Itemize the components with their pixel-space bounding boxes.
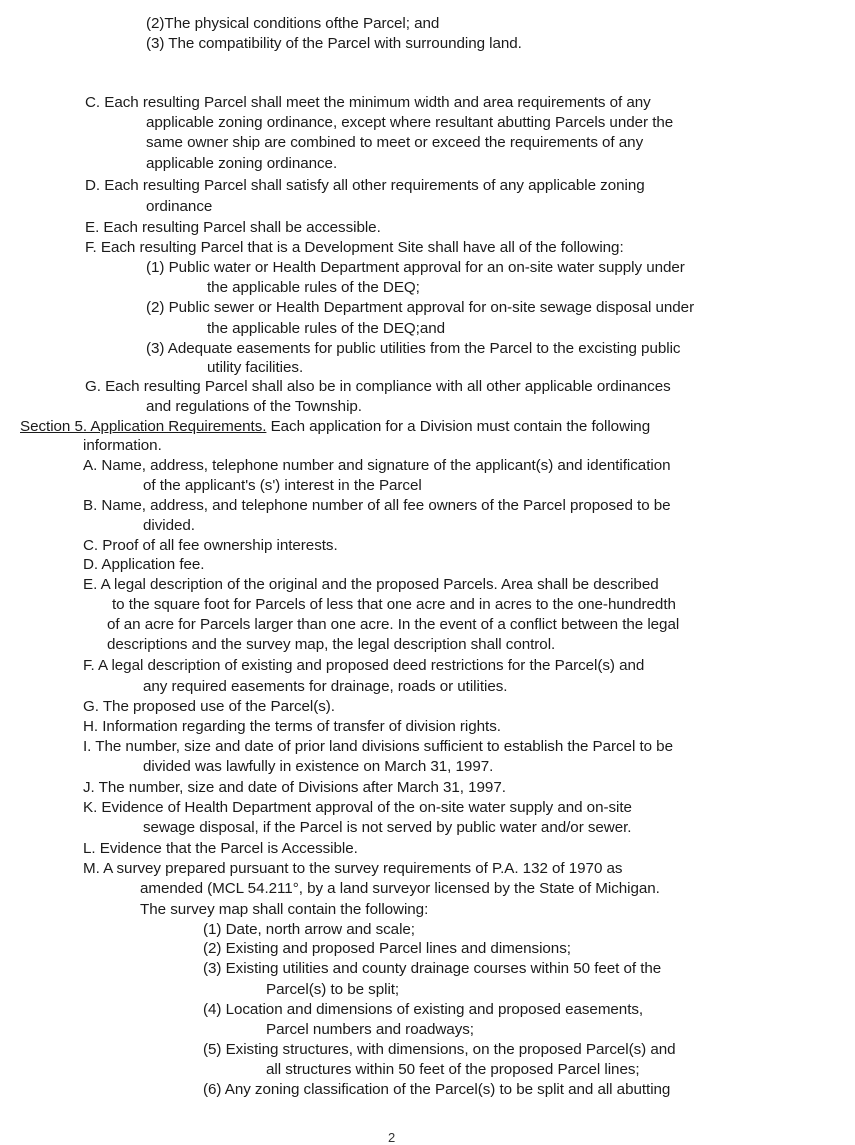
text-line: G. Each resulting Parcel shall also be in compliance with all other applicable ordinances — [85, 378, 671, 395]
text-line: A. Name, address, telephone number and signature of the applicant(s) and identification — [83, 457, 671, 474]
text-line: Parcel(s) to be split; — [266, 981, 400, 998]
text-line: J. The number, size and date of Divisions after March 31, 1997. — [83, 779, 506, 796]
text-line: divided. — [143, 517, 195, 534]
section-intro: Each application for a Division must contain the following — [266, 418, 651, 435]
text-line: (2)The physical conditions ofthe Parcel; and — [146, 15, 440, 32]
text-line: (2) Public sewer or Health Department approval for on-site sewage disposal under — [146, 299, 695, 316]
text-line: applicable zoning ordinance. — [146, 155, 338, 172]
text-line: (3) Adequate easements for public utilities from the Parcel to the excisting public — [146, 340, 681, 357]
text-line: (6) Any zoning classification of the Parcel(s) to be split and all abutting — [203, 1081, 671, 1098]
text-line: K. Evidence of Health Department approval of the on-site water supply and on-site — [83, 799, 632, 816]
text-line: (1) Public water or Health Department approval for an on-site water supply under — [146, 259, 685, 276]
text-line: descriptions and the survey map, the legal description shall control. — [107, 636, 556, 653]
text-line: B. Name, address, and telephone number of all fee owners of the Parcel proposed to be — [83, 497, 671, 514]
text-line: applicable zoning ordinance, except where resultant abutting Parcels under the — [146, 114, 674, 131]
section-heading-line — [20, 417, 650, 436]
section-heading: Section 5. Application Requirements. — [20, 418, 267, 435]
text-line: utility facilities. — [207, 359, 304, 376]
text-line: (1) Date, north arrow and scale; — [203, 921, 415, 938]
text-line: The survey map shall contain the following: — [140, 901, 429, 918]
text-line: same owner ship are combined to meet or exceed the requirements of any — [146, 134, 644, 151]
text-line: to the square foot for Parcels of less that one acre and in acres to the one-hundredth — [112, 596, 676, 613]
text-line: G. The proposed use of the Parcel(s). — [83, 698, 335, 715]
text-line: the applicable rules of the DEQ; — [207, 279, 420, 296]
text-line: L. Evidence that the Parcel is Accessible. — [83, 840, 358, 857]
text-line: F. Each resulting Parcel that is a Development Site shall have all of the following: — [85, 239, 624, 256]
text-line: (3) Existing utilities and county drainage courses within 50 feet of the — [203, 960, 662, 977]
text-line: (5) Existing structures, with dimensions, on the proposed Parcel(s) and — [203, 1041, 676, 1058]
text-line: amended (MCL 54.211°, by a land surveyor licensed by the State of Michigan. — [140, 880, 660, 897]
text-line: (4) Location and dimensions of existing and proposed easements, — [203, 1001, 644, 1018]
text-line: any required easements for drainage, roads or utilities. — [143, 678, 508, 695]
text-line: M. A survey prepared pursuant to the survey requirements of P.A. 132 of 1970 as — [83, 860, 623, 877]
text-line: (2) Existing and proposed Parcel lines and dimensions; — [203, 940, 571, 957]
text-line: information. — [83, 437, 162, 454]
text-line: all structures within 50 feet of the proposed Parcel lines; — [266, 1061, 640, 1078]
text-line: H. Information regarding the terms of transfer of division rights. — [83, 718, 501, 735]
text-line: ordinance — [146, 198, 213, 215]
text-line: sewage disposal, if the Parcel is not served by public water and/or sewer. — [143, 819, 632, 836]
text-line: D. Application fee. — [83, 556, 205, 573]
text-line: and regulations of the Township. — [146, 398, 362, 415]
page-number: 2 — [388, 1130, 396, 1145]
text-line: I. The number, size and date of prior land divisions sufficient to establish the Parcel to be — [83, 738, 673, 755]
text-line: of an acre for Parcels larger than one acre. In the event of a conflict between the legal — [107, 616, 680, 633]
text-line: divided was lawfully in existence on March 31, 1997. — [143, 758, 494, 775]
text-line: E. A legal description of the original and the proposed Parcels. Area shall be described — [83, 576, 659, 593]
text-line: Parcel numbers and roadways; — [266, 1021, 474, 1038]
text-line: D. Each resulting Parcel shall satisfy all other requirements of any applicable zoning — [85, 177, 645, 194]
text-line: F. A legal description of existing and proposed deed restrictions for the Parcel(s) and — [83, 657, 645, 674]
text-line: (3) The compatibility of the Parcel with surrounding land. — [146, 35, 522, 52]
text-line: E. Each resulting Parcel shall be accessible. — [85, 219, 381, 236]
text-line: the applicable rules of the DEQ;and — [207, 320, 446, 337]
text-line: of the applicant's (s') interest in the Parcel — [143, 477, 422, 494]
text-line: C. Proof of all fee ownership interests. — [83, 537, 338, 554]
text-line: C. Each resulting Parcel shall meet the minimum width and area requirements of any — [85, 94, 651, 111]
